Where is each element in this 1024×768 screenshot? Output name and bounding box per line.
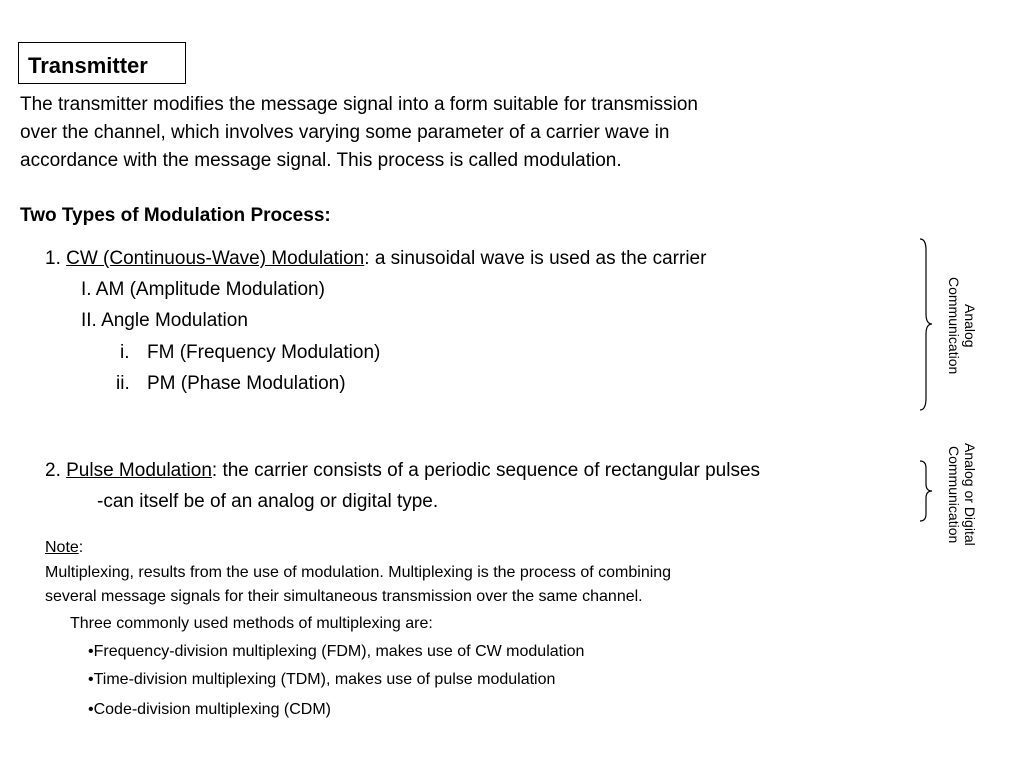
note-header xyxy=(45,539,83,557)
pulse-item xyxy=(45,460,760,482)
analog-label-line1: Analog xyxy=(962,303,978,348)
note-line-3: Three commonly used methods of multiplexing are: xyxy=(70,615,433,632)
pulse-desc: : the carrier consists of a periodic sequence of rectangular pulses xyxy=(211,460,761,481)
analog-brace xyxy=(918,238,938,412)
pm-number: ii. xyxy=(116,373,130,394)
angle-item: II. Angle Modulation xyxy=(81,310,248,331)
digital-label xyxy=(946,432,978,557)
intro-paragraph xyxy=(20,91,698,175)
note-bullet-tdm: •Time-division multiplexing (TDM), makes use of pulse modulation xyxy=(88,671,556,688)
cw-item xyxy=(45,248,706,270)
intro-line-1: The transmitter modifies the message signal into a form suitable for transmission xyxy=(20,94,698,115)
note-line-1: Multiplexing, results from the use of modulation. Multiplexing is the process of combining xyxy=(45,564,672,581)
note-bullet-cdm: •Code-division multiplexing (CDM) xyxy=(88,701,332,718)
title-box xyxy=(18,42,186,84)
pm-item: PM (Phase Modulation) xyxy=(147,373,346,394)
intro-line-3: accordance with the message signal. This process is called modulation. xyxy=(20,150,622,171)
note-bullet-fdm: •Frequency-division multiplexing (FDM), makes use of CW modulation xyxy=(88,643,585,660)
pulse-label: Pulse Modulation xyxy=(66,460,212,481)
page-title: Transmitter xyxy=(28,53,148,78)
digital-label-line2: Communication xyxy=(946,445,962,544)
fm-number: i. xyxy=(120,342,130,363)
pulse-number: 2. xyxy=(45,460,67,481)
section-heading: Two Types of Modulation Process: xyxy=(20,205,331,226)
digital-label-line1: Analog or Digital xyxy=(962,443,978,546)
cw-number: 1. xyxy=(45,248,67,269)
analog-label xyxy=(946,263,978,388)
note-line-2: several message signals for their simultaneous transmission over the same channel. xyxy=(45,588,643,605)
digital-brace xyxy=(918,460,938,522)
pulse-extra: -can itself be of an analog or digital type. xyxy=(97,491,439,512)
analog-label-line2: Communication xyxy=(946,276,962,375)
intro-line-2: over the channel, which involves varying some parameter of a carrier wave in xyxy=(20,122,670,143)
note-colon: : xyxy=(78,539,84,556)
note-label: Note xyxy=(45,539,79,556)
cw-label: CW (Continuous-Wave) Modulation xyxy=(66,248,365,269)
cw-desc: : a sinusoidal wave is used as the carrier xyxy=(364,248,707,269)
fm-item: FM (Frequency Modulation) xyxy=(147,342,381,363)
am-item: I. AM (Amplitude Modulation) xyxy=(81,279,325,300)
